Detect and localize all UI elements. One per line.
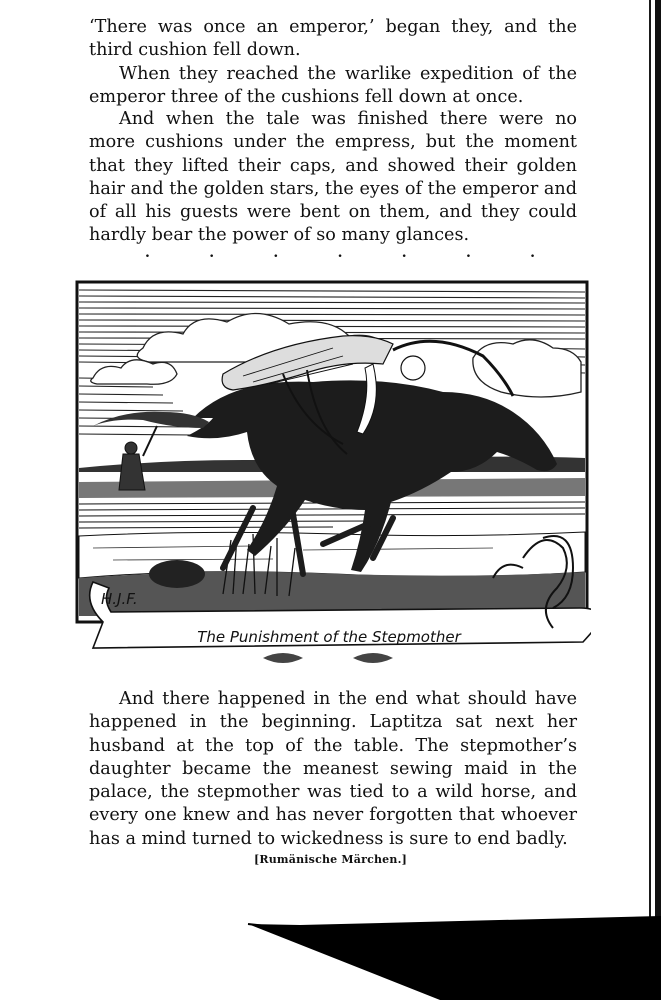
illustration-punishment-of-stepmother — [73, 278, 591, 668]
caption-text: The Punishment of the Stepmother — [197, 628, 461, 646]
artist-signature: H.J.F. — [101, 590, 138, 608]
page-edge-shadow — [655, 0, 661, 1000]
source-credit: [Rumänische Märchen.] — [253, 853, 408, 866]
paragraph-1: ‘There was once an emperor,’ began they, and the third cushion fell down. — [89, 17, 577, 61]
page-edge-line — [649, 0, 651, 1000]
paragraph-2: When they reached the warlike expedition of the emperor three of the cushions fell down at once. — [89, 64, 577, 108]
paragraph-4: And there happened in the end what should have happened in the beginning. Laptitza sat next her husband at the top of the table. The stepmother’s daughter became the meanest sewing maid in the palace, the stepmother was tied to a wild horse, and every one knew and has never forgotten that whoever has a mind turned to wickedness is sure to end badly. — [89, 689, 577, 849]
section-divider-dots: . . . . . . . — [145, 245, 535, 261]
paragraph-3: And when the tale was finished there were no more cushions under the empress, but the moment that they lifted their caps, and showed their golden hair and the golden stars, the eyes of the emperor and of all his guests were bent on them, and they could hardly bear the power of so many glances. — [89, 109, 577, 246]
